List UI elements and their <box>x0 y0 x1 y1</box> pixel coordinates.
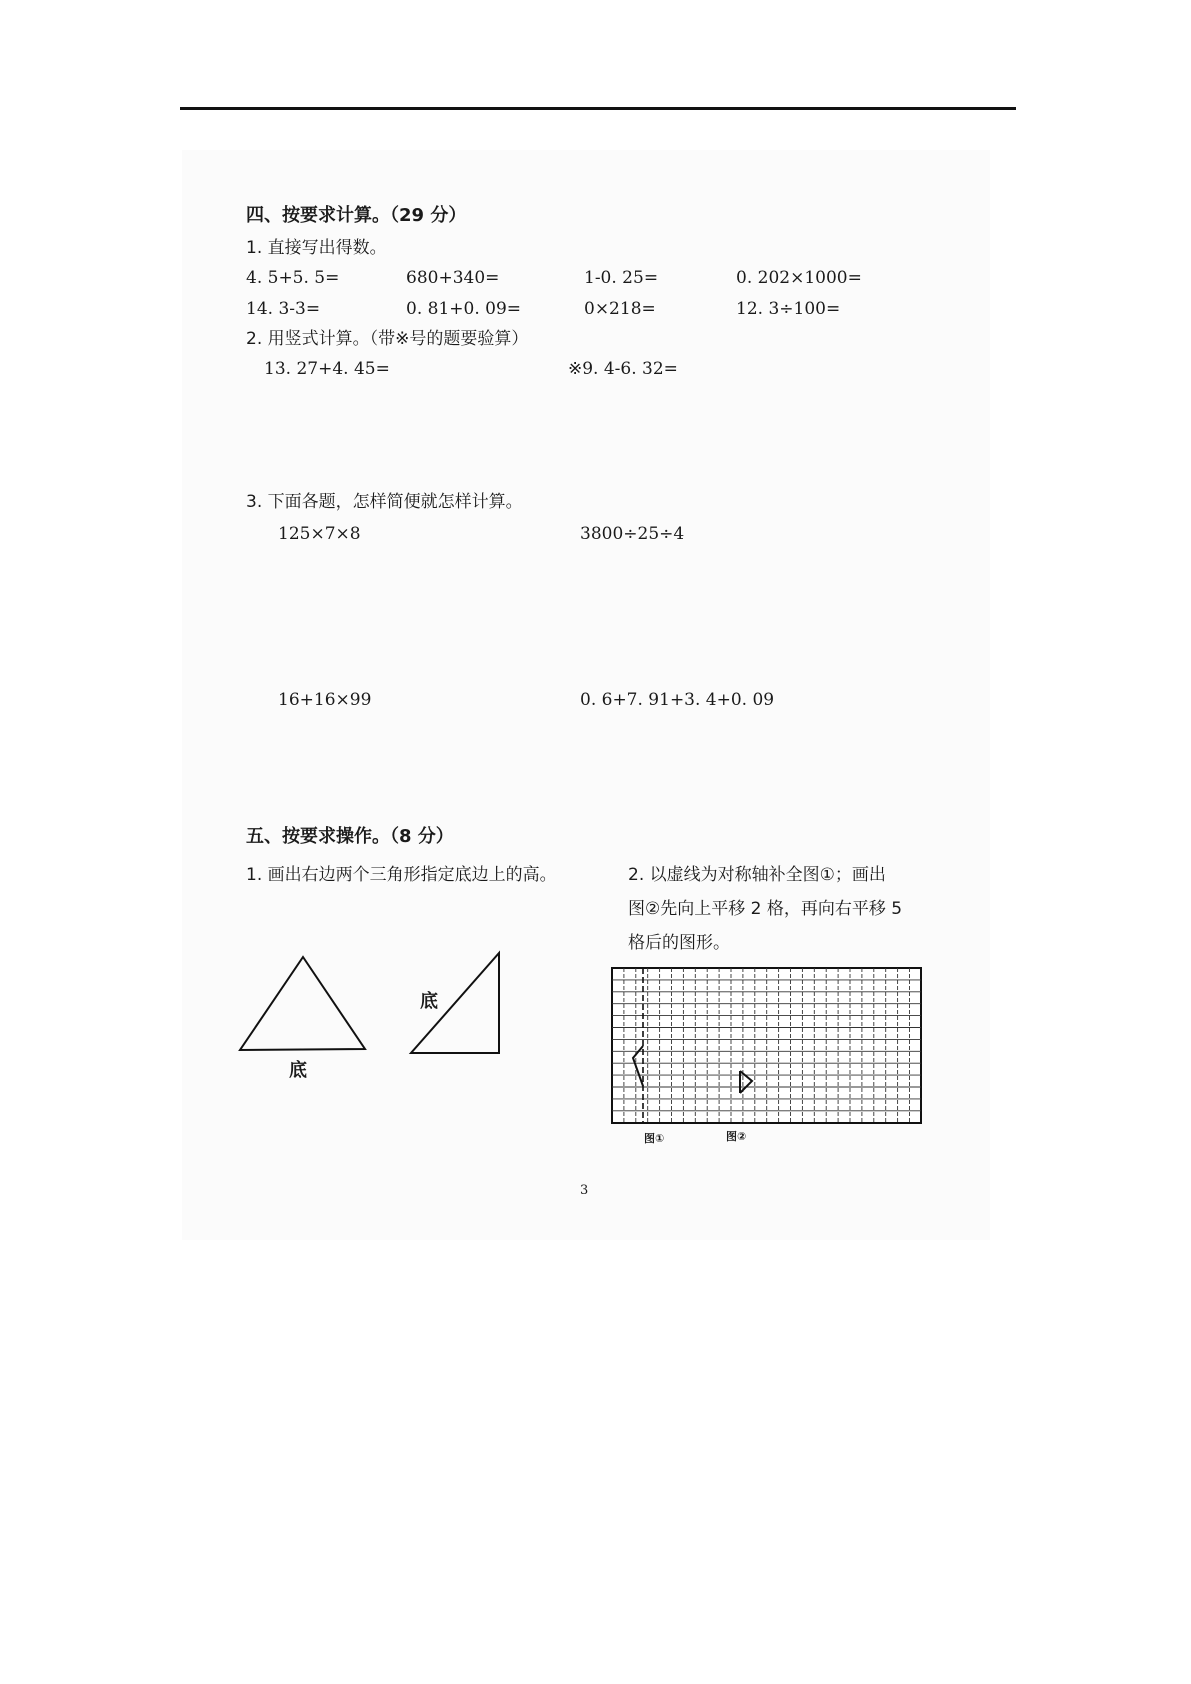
isosceles-triangle-figure <box>230 955 380 1055</box>
question-5-2-text-line3: 格后的图形。 <box>628 933 730 953</box>
question-4-2-label: 2. 用竖式计算。（带※号的题要验算） <box>246 329 529 349</box>
figure-1-label: 图① <box>644 1132 665 1145</box>
oral-calc-item: 4. 5+5. 5= <box>246 268 340 288</box>
oral-calc-item: 0. 81+0. 09= <box>406 299 521 319</box>
oral-calc-item: 14. 3-3= <box>246 299 321 319</box>
oral-calc-item: 12. 3÷100= <box>736 299 841 319</box>
oral-calc-item: 1-0. 25= <box>584 268 659 288</box>
question-4-3-label: 3. 下面各题，怎样简便就怎样计算。 <box>246 492 523 512</box>
question-4-1-label: 1. 直接写出得数。 <box>246 238 387 258</box>
section-4-heading: 四、按要求计算。（29 分） <box>246 205 467 226</box>
page-number: 3 <box>580 1183 589 1198</box>
triangle-2-base-label: 底 <box>420 991 438 1012</box>
square-grid-figure <box>612 968 922 1126</box>
figure-2-label: 图② <box>726 1130 747 1143</box>
simplify-calc-problem: 3800÷25÷4 <box>580 524 685 544</box>
grid-border <box>612 968 921 1123</box>
oral-calc-item: 0×218= <box>584 299 656 319</box>
vertical-calc-problem: ※9. 4-6. 32= <box>568 359 678 379</box>
oral-calc-item: 680+340= <box>406 268 500 288</box>
question-5-1-label: 1. 画出右边两个三角形指定底边上的高。 <box>246 865 557 885</box>
triangle-1-base-label: 底 <box>289 1060 307 1081</box>
section-5-heading: 五、按要求操作。（8 分） <box>246 826 454 847</box>
simplify-calc-problem: 16+16×99 <box>278 690 372 710</box>
simplify-calc-problem: 125×7×8 <box>278 524 361 544</box>
question-5-2-text-line1: 2. 以虚线为对称轴补全图①；画出 <box>628 865 886 885</box>
top-rule-line <box>180 107 1016 110</box>
question-5-2-text-line2: 图②先向上平移 2 格，再向右平移 5 <box>628 899 903 919</box>
simplify-calc-problem: 0. 6+7. 91+3. 4+0. 09 <box>580 690 775 710</box>
vertical-calc-problem: 13. 27+4. 45= <box>264 359 390 379</box>
oral-calc-item: 0. 202×1000= <box>736 268 862 288</box>
